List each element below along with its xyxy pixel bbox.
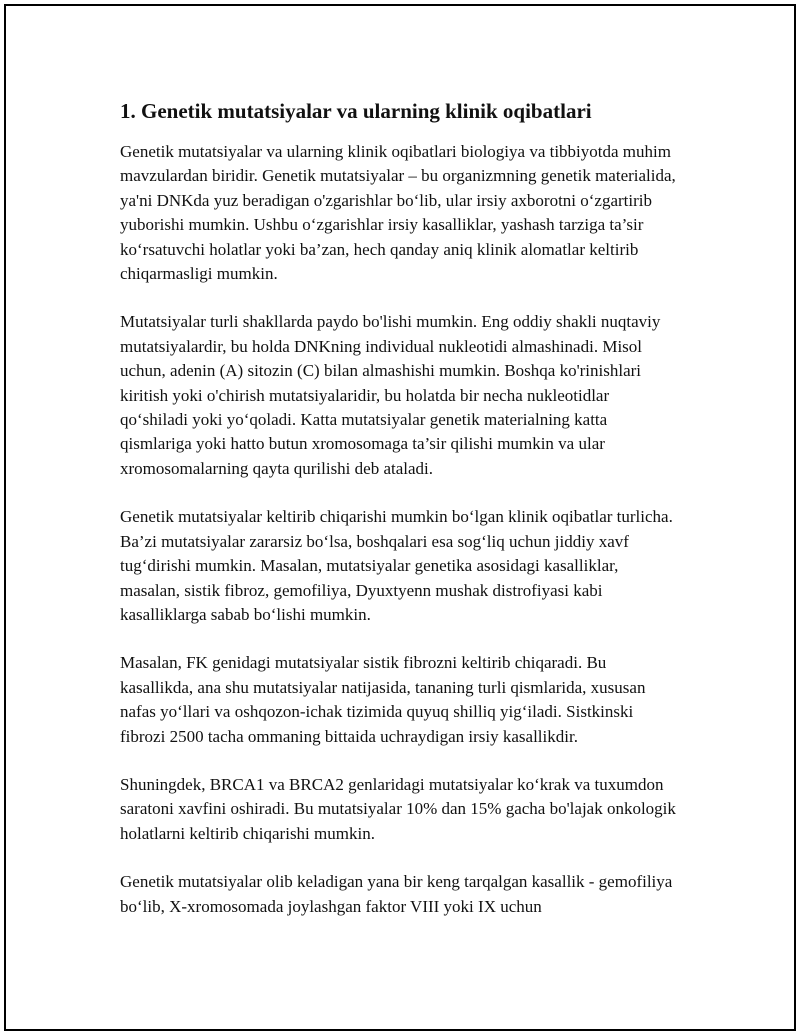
paragraph-hemophilia: Genetik mutatsiyalar olib keladigan yana bir keng tarqalgan kasallik - gemofiliya bo‘lib, X-xromosomada joylashgan faktor VIII yoki IX uchun [120,872,673,916]
paragraph-mutation-types: Mutatsiyalar turli shakllarda paydo bo'lishi mumkin. Eng oddiy shakli nuqtaviy mutatsiyalardir, bu holda DNKning individual nukleotidi almashinadi. Misol uchun, adenin (A) sitozin (C) bilan almashishi mumkin. Boshqa ko'rinishlari kiritish yoki o'chirish mutatsiyalaridir, bu holatda bir necha nukleotidlar qo‘shiladi yoki yo‘qoladi. Katta mutatsiyalar genetik materialning katta qismlariga yoki hatto butun xromosomaga ta’sir qilishi mumkin va ular xromosomalarning qayta qurilishi deb ataladi. [120,312,661,478]
paragraph-clinical-consequences: Genetik mutatsiyalar keltirib chiqarishi mumkin bo‘lgan klinik oqibatlar turlicha. Ba’zi mutatsiyalar zararsiz bo‘lsa, boshqalari esa sog‘liq uchun jiddiy xavf tug‘dirishi mumkin. Masalan, mutatsiyalar genetika asosidagi kasalliklar, masalan, sistik fibroz, gemofiliya, Dyuxtyenn mushak distrofiyasi kabi kasalliklarga sabab bo‘lishi mumkin. [120,507,673,624]
paragraph-intro: Genetik mutatsiyalar va ularning klinik oqibatlari biologiya va tibbiyotda muhim mavzulardan biridir. Genetik mutatsiyalar – bu organizmning genetik materialida, ya'ni DNKda yuz beradigan o'zgarishlar bo‘lib, ular irsiy axborotni o‘zgartirib yuborishi mumkin. Ushbu o‘zgarishlar irsiy kasalliklar, yashash tarziga ta’sir ko‘rsatuvchi holatlar yoki ba’zan, hech qanday aniq klinik alomatlar keltirib chiqarmasligi mumkin. [120,142,676,284]
document-body [120,96,680,943]
page-frame [4,4,796,1031]
section-heading: 1. Genetik mutatsiyalar va ularning klinik oqibatlari [120,99,592,123]
paragraph-brca: Shuningdek, BRCA1 va BRCA2 genlaridagi mutatsiyalar ko‘krak va tuxumdon saratoni xavfini oshiradi. Bu mutatsiyalar 10% dan 15% gacha bo'lajak onkologik holatlarni keltirib chiqarishi mumkin. [120,774,676,843]
paragraph-cystic-fibrosis: Masalan, FK genidagi mutatsiyalar sistik fibrozni keltirib chiqaradi. Bu kasallikda, ana shu mutatsiyalar natijasida, tananing turli qismlarida, xususan nafas yo‘llari va oshqozon-ichak tizimida quyuq shilliq yig‘iladi. Sistkinski fibrozi 2500 tacha ommaning bittaida uchraydigan irsiy kasallikdir. [120,653,646,746]
